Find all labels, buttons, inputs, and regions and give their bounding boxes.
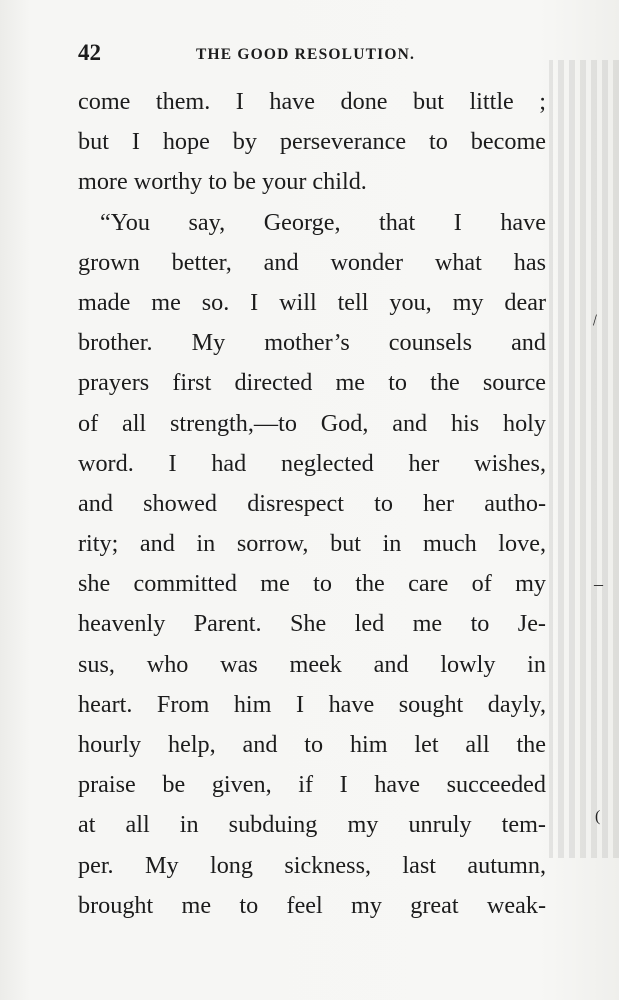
text-line: come them. I have done but little ;: [78, 88, 546, 115]
page-number: 42: [78, 40, 101, 65]
text-line: heart. From him I have sought dayly,: [78, 690, 546, 718]
margin-mark: (: [595, 808, 601, 825]
text-line: more worthy to be your child.: [78, 168, 367, 196]
text-line: rity; and in sorrow, but in much love,: [78, 530, 546, 558]
text-line: per. My long sickness, last autumn,: [78, 851, 546, 879]
running-head: THE GOOD RESOLUTION.: [196, 46, 416, 63]
body-text: [78, 82, 546, 926]
text-line: praise be given, if I have succeeded: [78, 771, 546, 799]
text-line: she committed me to the care of my: [78, 570, 546, 598]
margin-mark: \: [587, 312, 602, 329]
text-line: at all in subduing my unruly tem-: [78, 811, 546, 839]
text-line: sus, who was meek and lowly in: [78, 650, 546, 678]
text-line: prayers first directed me to the source: [78, 369, 546, 397]
text-line: but I hope by perseverance to become: [78, 128, 546, 156]
text-line: hourly help, and to him let all the: [78, 731, 546, 758]
text-line: brother. My mother’s counsels and: [78, 329, 546, 357]
text-line: and showed disrespect to her autho-: [78, 489, 546, 517]
text-line: grown better, and wonder what has: [78, 248, 546, 276]
margin-mark: –: [594, 574, 603, 594]
text-line: word. I had neglected her wishes,: [78, 449, 546, 477]
page-header: [78, 40, 548, 70]
text-line: brought me to feel my great weak-: [78, 891, 546, 919]
text-line: of all strength,—to God, and his holy: [78, 409, 546, 437]
text-line: heavenly Parent. She led me to Je-: [78, 610, 546, 638]
show-through-text: [549, 60, 619, 920]
text-line: made me so. I will tell you, my dear: [78, 288, 546, 316]
text-line: “You say, George, that I have: [100, 208, 546, 236]
